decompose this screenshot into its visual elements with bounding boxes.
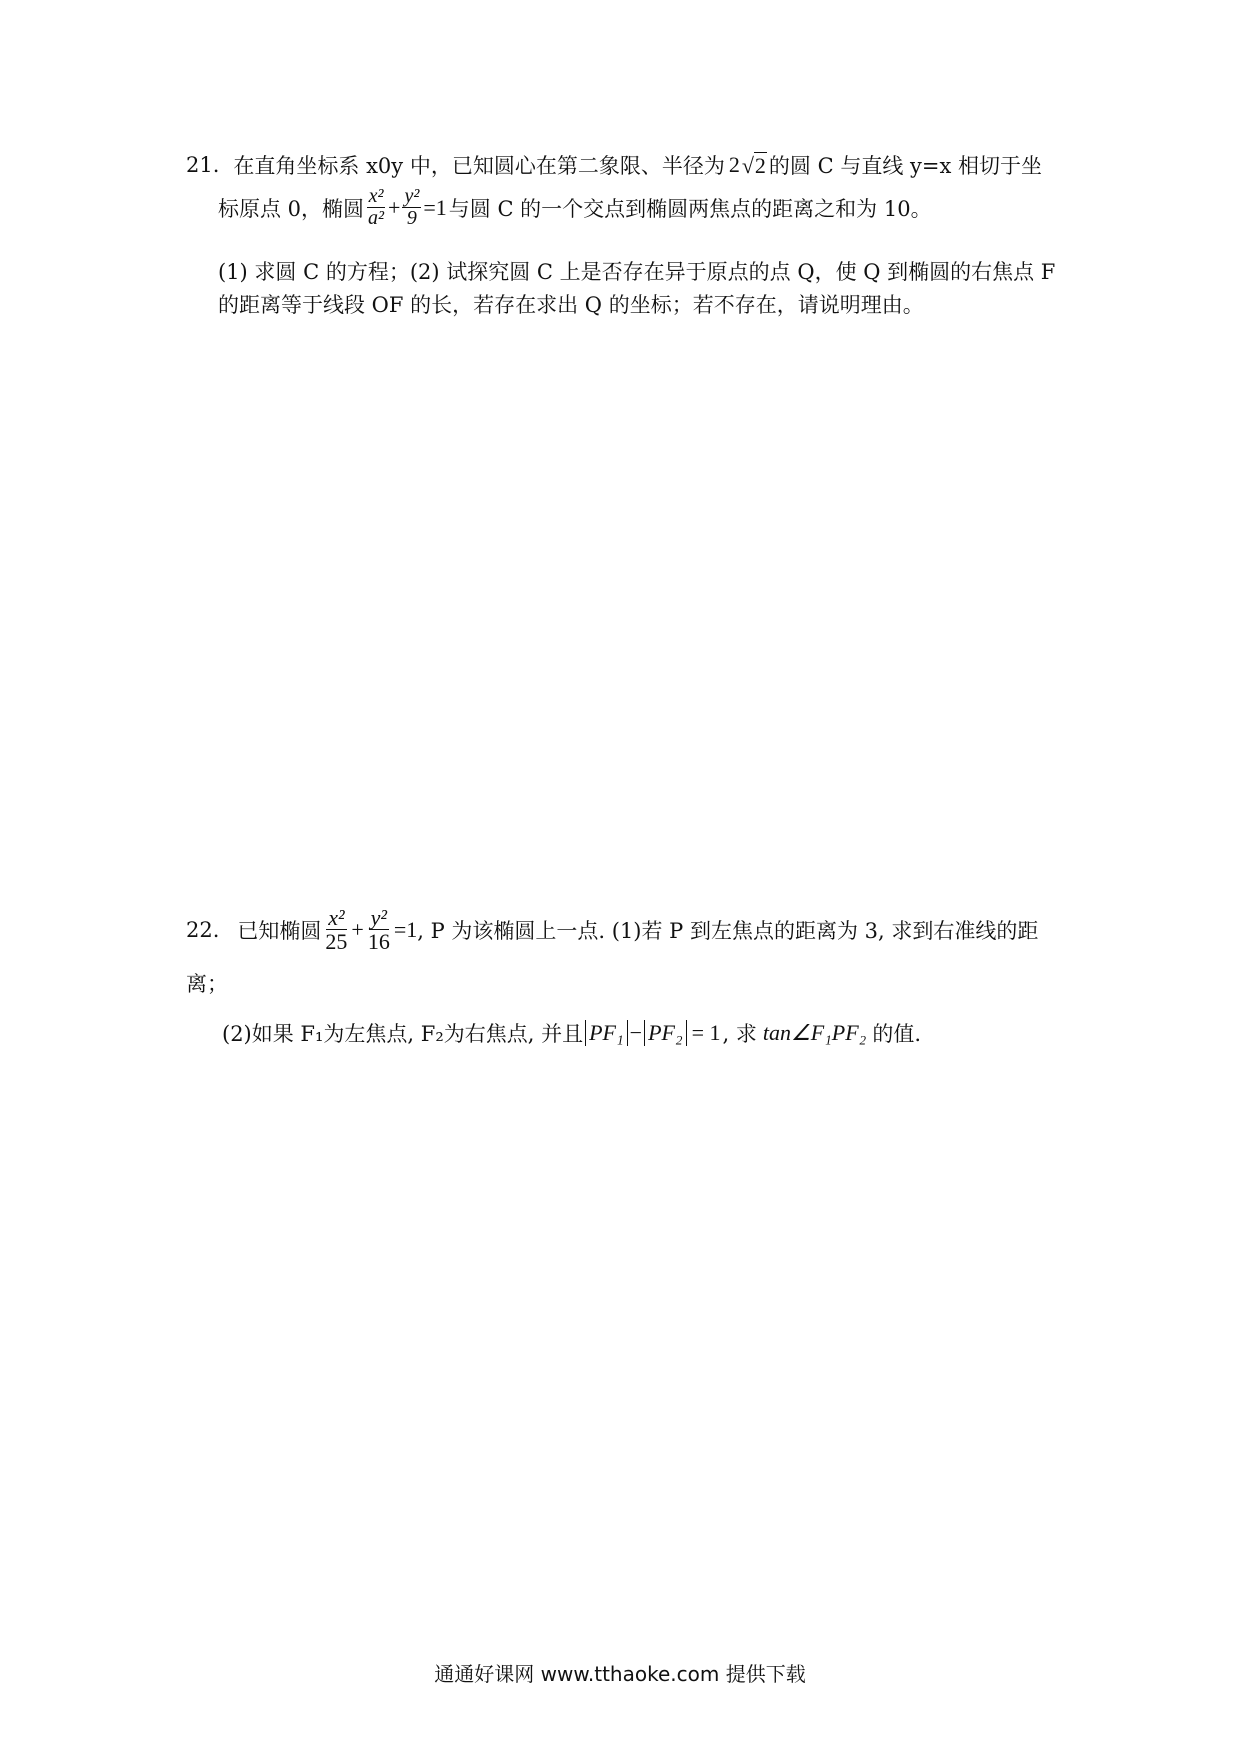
q21-frac-y-den: 9 <box>406 207 417 229</box>
q22-text-3c: 的值. <box>872 1022 922 1046</box>
q21-plus: + <box>388 194 401 220</box>
q21-line-1 <box>186 150 1042 180</box>
q22-equals-one: = 1 <box>691 1020 721 1045</box>
q21-text-4: 的距离等于线段 OF 的长，若存在求出 Q 的坐标；若不存在，请说明理由。 <box>218 293 924 317</box>
q22-line-2 <box>186 968 228 998</box>
q22-text-1b: , P 为该椭圆上一点. (1)若 P 到左焦点的距离为 3, 求到右准线的距 <box>417 918 1039 943</box>
q21-number: 21. <box>186 153 220 177</box>
q21-line-3 <box>218 256 1055 286</box>
q22-line-1 <box>186 906 1038 953</box>
page-footer: 通通好课网 www.tthaoke.com 提供下载 <box>434 1662 806 1686</box>
q22-abs-pf2: PF₂ <box>644 1020 687 1046</box>
q21-text-1a: 在直角坐标系 x0y 中，已知圆心在第二象限、半径为 <box>233 154 725 178</box>
q22-tan-expr: tan∠F₁PF₂ <box>762 1020 867 1045</box>
q22-frac-x-num: x² <box>328 905 345 930</box>
q22-frac-y <box>366 906 392 953</box>
q21-line-4 <box>218 289 924 319</box>
q21-frac-x <box>366 186 386 229</box>
q22-line-3 <box>222 1018 921 1048</box>
q21-text-2b: 与圆 C 的一个交点到椭圆两焦点的距离之和为 10。 <box>448 196 932 221</box>
q22-frac-x-den: 25 <box>325 929 348 955</box>
q21-equals: =1 <box>423 194 447 220</box>
q21-text-2a: 标原点 0，椭圆 <box>218 196 365 221</box>
q22-plus: + <box>351 916 364 942</box>
q21-text-3: (1) 求圆 C 的方程；(2) 试探究圆 C 上是否存在异于原点的点 Q，使 Q 到椭圆的右焦点 F <box>218 260 1056 284</box>
q22-text-1a: 已知椭圆 <box>237 918 322 943</box>
q21-line-2 <box>218 186 932 229</box>
q22-frac-y-num: y² <box>370 905 388 930</box>
q21-radius-coef: 2 <box>728 152 740 177</box>
q22-frac-y-den: 16 <box>367 929 390 955</box>
q21-frac-x-num: x² <box>368 185 384 207</box>
q21-text-1b: 的圆 C 与直线 y=x 相切于坐 <box>768 154 1042 178</box>
q22-text-2: 离； <box>186 972 228 996</box>
q22-number: 22. <box>186 917 220 942</box>
q22-text-3a: (2)如果 F₁为左焦点, F₂为右焦点, 并且 <box>222 1022 584 1046</box>
q22-frac-x <box>323 906 349 953</box>
q22-text-3b: , 求 <box>722 1022 757 1046</box>
q21-radius-radicand: 2 <box>754 152 766 178</box>
q22-abs-pf1: PF₁ <box>585 1020 628 1046</box>
q22-equals: =1 <box>393 916 418 942</box>
q21-frac-y <box>402 186 421 229</box>
q21-frac-x-den: a² <box>368 207 385 229</box>
q21-frac-y-num: y² <box>404 185 420 207</box>
q21-radius-sqrt: √ 2 <box>741 152 766 178</box>
q22-minus: − <box>629 1020 643 1045</box>
